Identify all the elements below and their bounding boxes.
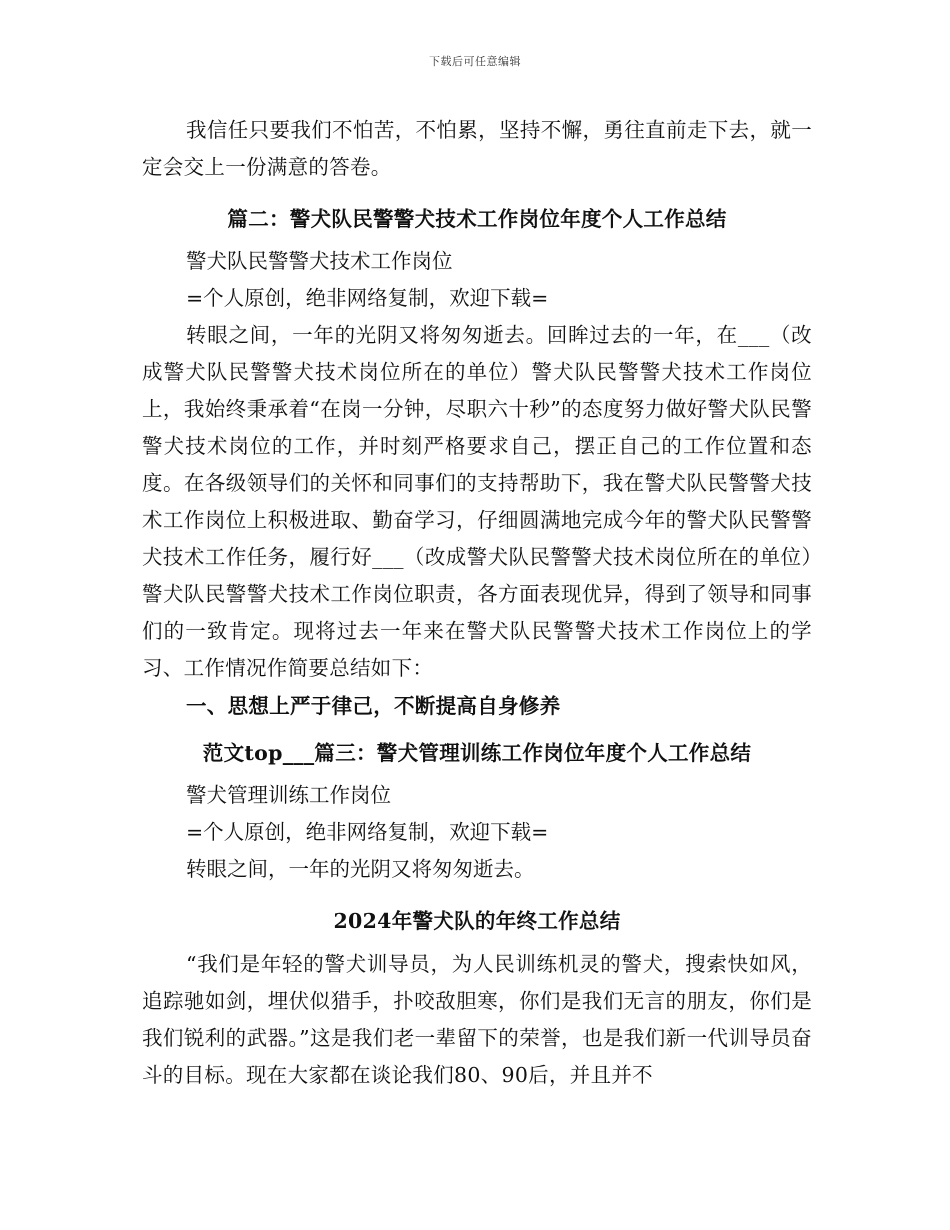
document-body [142,112,812,1094]
paragraph-trainer-quote: “我们是年轻的警犬训导员，为人民训练机灵的警犬，搜索快如风，追踪驰如剑，埋伏似猎手，扑咬敌胆寒，你们是我们无言的朋友，你们是我们锐利的武器。”这是我们老一辈留下的荣誉，也是我们新一代训导员奋斗的目标。现在大家都在谈论我们80、90后，并且并不 [142,952,812,1087]
paragraph-closing: 我信任只要我们不怕苦，不怕累，坚持不懈，勇往直前走下去，就一定会交上一份满意的答卷。 [142,118,812,179]
page-header: 下载后可任意编辑 [429,55,521,68]
intro-line: 转眼之间，一年的光阴又将匆匆逝去。 [186,857,535,881]
paragraph-summary-intro: 转眼之间，一年的光阴又将匆匆逝去。回眸过去的一年，在___（改成警犬队民警警犬技术岗位所在的单位）警犬队民警警犬技术工作岗位上，我始终秉承着“在岗一分钟，尽职六十秒”的态度努力做好警犬队民警警犬技术岗位的工作，并时刻严格要求自己，摆正自己的工作位置和态度。在各级领导们的关怀和同事们的支持帮助下，我在警犬队民警警犬技术工作岗位上积极进取、勤奋学习，仔细圆满地完成今年的警犬队民警警犬技术工作任务，履行好___（改成警犬队民警警犬技术岗位所在的单位）警犬队民警警犬技术工作岗位职责，各方面表现优异，得到了领导和同事们的一致肯定。现将过去一年来在警犬队民警警犬技术工作岗位上的学习、工作情况作简要总结如下： [142,323,812,680]
section-heading-3: 范文top___篇三：警犬管理训练工作岗位年度个人工作总结 [202,741,752,765]
job-title-line-2: 警犬管理训练工作岗位 [186,783,391,807]
job-title-line: 警犬队民警警犬技术工作岗位 [186,249,453,273]
year-end-summary-title: 2024年警犬队的年终工作总结 [333,909,621,933]
subsection-heading: 一、思想上严于律己，不断提高自身修养 [186,694,561,718]
original-notice-line: =个人原创，绝非网络复制，欢迎下载= [186,286,549,310]
original-notice-line-2: =个人原创，绝非网络复制，欢迎下载= [186,820,549,844]
section-heading-2: 篇二：警犬队民警警犬技术工作岗位年度个人工作总结 [227,207,727,231]
